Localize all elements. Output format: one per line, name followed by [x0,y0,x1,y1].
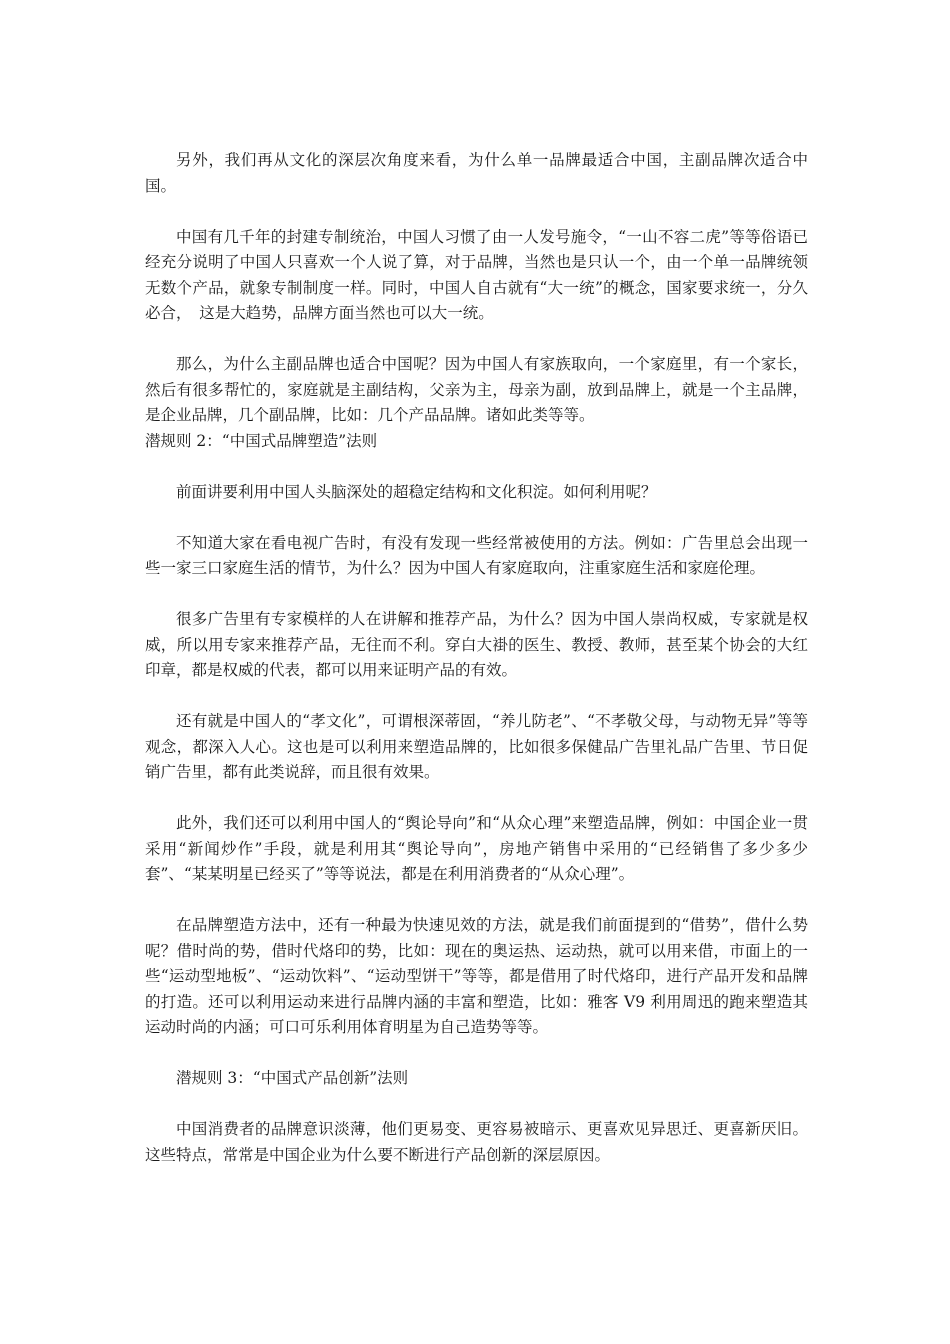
paragraph-sub-brand: 那么，为什么主副品牌也适合中国呢？因为中国人有家族取向，一个家庭里，有一个家长，然后有很多帮忙的，家庭就是主副结构，父亲为主，母亲为副，放到品牌上，就是一个主品牌，是企业品牌，几个副品牌，比如：几个产品品牌。诸如此类等等。 [145,355,808,424]
paragraph-gap [145,1041,808,1067]
paragraph-gap [145,1092,808,1118]
paragraph-borrow-momentum: 在品牌塑造方法中，还有一种最为快速见效的方法，就是我们前面提到的“借势”，借什么势呢？借时尚的势，借时代烙印的势，比如：现在的奥运热、运动热，就可以用来借，市面上的一些“运动型地板”、“运动饮料”、“运动型饼干”等等，都是借用了时代烙印，进行产品开发和品牌的打造。还可以利用运动来进行品牌内涵的丰富和塑造，比如：雅客 V9 利用周迅的跑来塑造其运动时尚的内涵；可口可乐利用体育明星为自己造势等等。 [145,916,808,1036]
section-heading-rule-3: 潜规则 3：“中国式产品创新”法则 [176,1069,409,1087]
paragraph-gap [145,327,808,353]
paragraph-single-brand: 中国有几千年的封建专制统治，中国人习惯了由一人发号施令，“一山不容二虎”等等俗语已经充分说明了中国人只喜欢一个人说了算，对于品牌，当然也是只认一个，由一个单一品牌统领无数个产品，就象专制制度一样。同时，中国人自古就有“大一统”的概念，国家要求统一，分久必合， 这是大趋势，品牌方面当然也可以大一统。 [145,227,808,322]
paragraph-culture-intro: 另外，我们再从文化的深层次角度来看，为什么单一品牌最适合中国，主副品牌次适合中国。 [145,151,808,195]
paragraph-how-to-use: 前面讲要利用中国人头脑深处的超稳定结构和文化积淀。如何利用呢？ [176,482,657,501]
paragraph-gap [145,454,808,480]
paragraph-product-innovation: 中国消费者的品牌意识淡薄，他们更易变、更容易被暗示、更喜欢见异思迁、更喜新厌旧。这些特点，常常是中国企业为什么要不断进行产品创新的深层原因。 [145,1120,808,1164]
paragraph-gap [145,888,808,914]
paragraph-gap [145,786,808,812]
paragraph-gap [145,505,808,531]
document-page [145,148,808,1168]
section-heading-rule-2: 潜规则 2：“中国式品牌塑造”法则 [145,431,378,450]
paragraph-gap [145,684,808,710]
paragraph-family-ads: 不知道大家在看电视广告时，有没有发现一些经常被使用的方法。例如：广告里总会出现一些一家三口家庭生活的情节，为什么？因为中国人有家庭取向，注重家庭生活和家庭伦理。 [145,533,808,577]
paragraph-expert-ads: 很多广告里有专家模样的人在讲解和推荐产品，为什么？因为中国人崇尚权威，专家就是权威，所以用专家来推荐产品，无往而不利。穿白大褂的医生、教授、教师，甚至某个协会的大红印章，都是权威的代表，都可以用来证明产品的有效。 [145,610,808,679]
paragraph-gap [145,582,808,608]
paragraph-herd-mentality: 此外，我们还可以利用中国人的“舆论导向”和“从众心理”来塑造品牌，例如：中国企业一贯采用“新闻炒作”手段，就是利用其“舆论导向”，房地产销售中采用的“已经销售了多少多少套”、“某某明星已经买了”等等说法，都是在利用消费者的“从众心理”。 [145,814,808,883]
paragraph-filial-culture: 还有就是中国人的“孝文化”，可谓根深蒂固，“养儿防老”、“不孝敬父母，与动物无异”等等观念，都深入人心。这也是可以利用来塑造品牌的，比如很多保健品广告里礼品广告里、节日促销广告里，都有此类说辞，而且很有效果。 [145,712,808,781]
paragraph-gap [145,199,808,225]
